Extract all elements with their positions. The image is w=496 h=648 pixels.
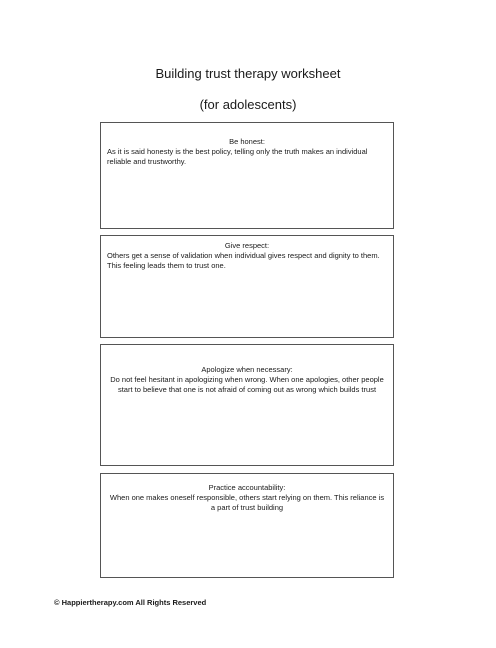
section-heading: Practice accountability: [208,483,286,492]
section-box-give-respect [100,235,394,338]
section-heading: Be honest: [229,137,265,146]
worksheet-subtitle: (for adolescents) [199,97,297,112]
section-box-apologize [100,344,394,466]
section-text: Do not feel hesitant in apologizing when wrong. When one apologies, other people start to believe that one is not afraid of coming out as wrong which builds trust [110,375,384,394]
copyright-footer: © Happiertherapy.com All Rights Reserved [54,598,207,607]
section-heading: Apologize when necessary: [201,365,293,374]
section-text: As it is said honesty is the best policy, telling only the truth makes an individual reliable and trustworthy. [107,147,368,166]
section-text: When one makes oneself responsible, others start relying on them. This reliance is a part of trust building [109,493,385,512]
section-box-be-honest [100,122,394,229]
section-heading: Give respect: [224,241,270,250]
worksheet-title: Building trust therapy worksheet [155,66,341,81]
section-box-accountability [100,473,394,578]
section-text: Others get a sense of validation when individual gives respect and dignity to them. This feeling leads them to trust one. [107,251,380,270]
